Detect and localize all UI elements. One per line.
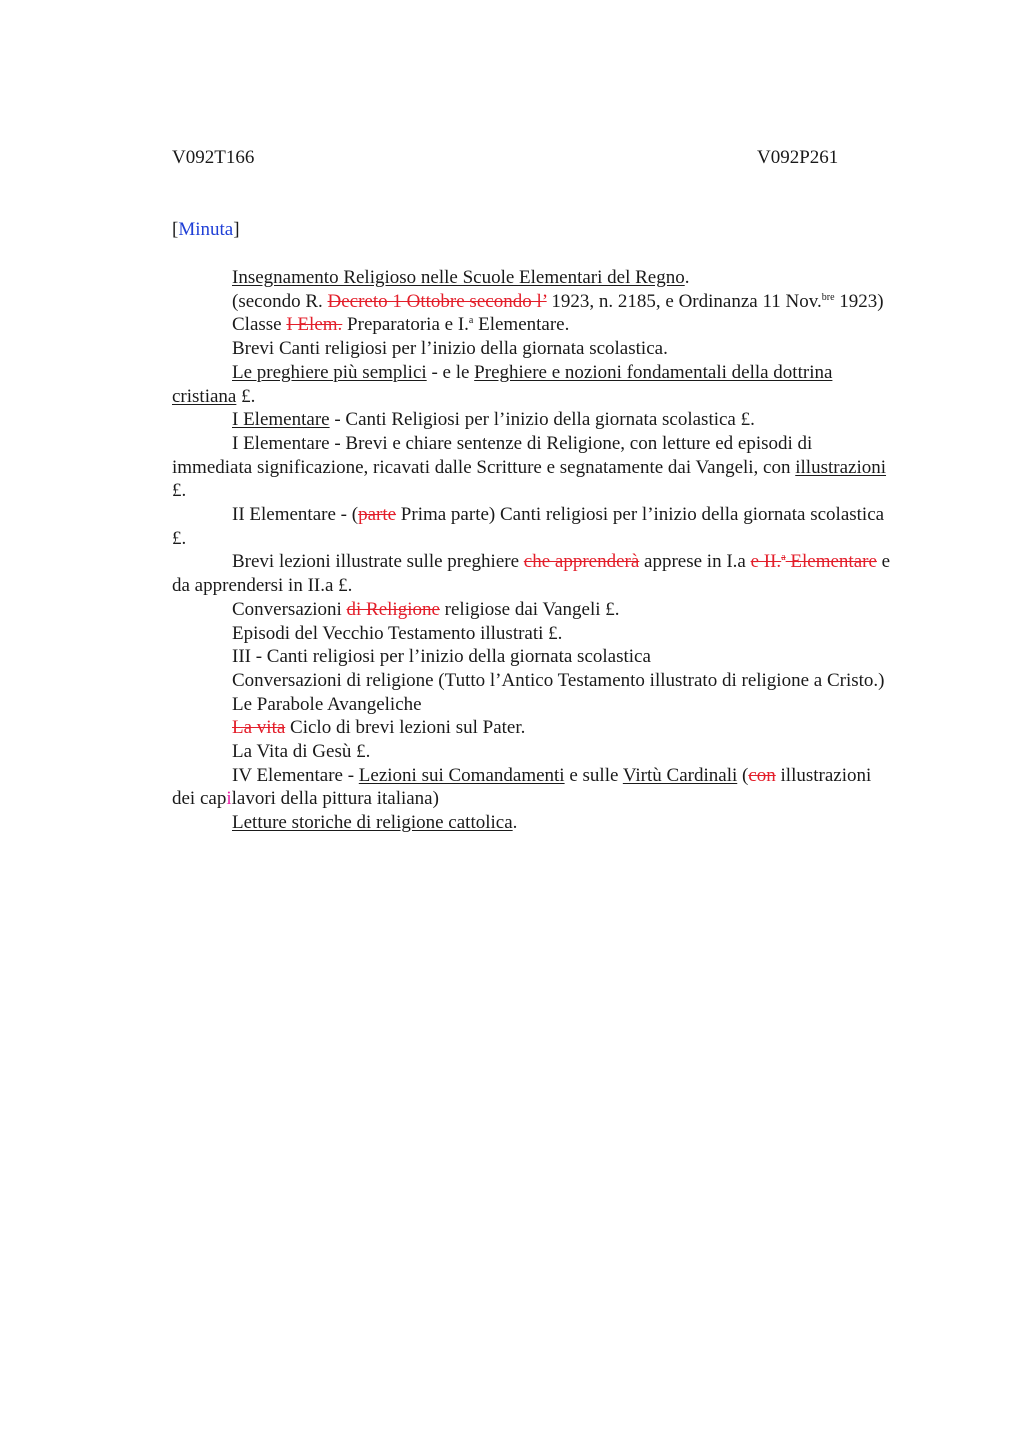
deleted-text: con [748,764,776,786]
underlined-text: Le preghiere più semplici [232,361,427,383]
text-run: II Elementare - ( [232,504,359,526]
text-run: religiose dai Vangeli £. [439,598,620,620]
superscript: a [468,315,474,327]
paragraph [172,432,897,503]
text-run: III - Canti religiosi per l’inizio della giornata scolastica [232,646,651,668]
minuta-label: Minuta [178,219,234,240]
deleted-text: parte [358,504,397,526]
page-code-right: V092P261 [757,147,839,168]
text-run: Conversazioni [232,598,347,620]
deleted-text: e II. [750,551,782,573]
title-line [172,266,897,290]
text-run: Preparatoria e I. [342,314,469,336]
text-run: Le Parabole Avangeliche [232,693,422,715]
document-body [172,266,897,835]
deleted-text: di Religione [346,598,440,620]
text-run: Conversazioni di religione (Tutto l’Antico Testamento illustrato di religione a Cristo.) [232,669,885,691]
underlined-text: illustrazioni [795,456,887,478]
text-run: £. [172,480,187,502]
text-run: (secondo R. [232,290,328,312]
deleted-text: Decreto 1 Ottobre secondo l’ [327,290,547,312]
text-run: £. [236,385,256,407]
text-run: - e le [426,361,475,383]
inserted-letter: i [226,788,232,810]
paragraph [172,337,897,361]
text-run: IV Elementare - [232,764,359,786]
text-run: Brevi lezioni illustrate sulle preghiere [232,551,524,573]
text-run: Episodi del Vecchio Testamento illustrati £. [232,622,563,644]
paragraph [172,550,897,597]
deleted-superscript: a [781,552,786,564]
paragraph [172,598,897,622]
text-run: Classe [232,314,287,336]
text-run: Prima parte) Canti religiosi per l’inizio della giornata scolastica £. [172,504,885,549]
paragraph [172,811,897,835]
text-run: - Canti Religiosi per l’inizio della giornata scolastica £. [329,409,755,431]
text-run: e da apprendersi in II.a £. [172,551,891,597]
text-run: . [512,812,518,834]
text-run: 1923) [834,290,884,312]
paragraph [172,408,897,432]
underlined-text: Virtù Cardinali [622,764,738,786]
paragraph [172,622,897,646]
text-run: Elementare. [473,314,570,336]
text-run: illustrazioni dei cap [172,764,872,810]
paragraph [172,740,897,764]
text-run: La Vita di Gesù £. [232,741,371,763]
underlined-text: Lezioni sui Comandamenti [358,764,565,786]
paragraph [172,693,897,717]
bracket-close: ] [233,219,240,240]
text-run: 1923, n. 2185, e Ordinanza 11 Nov. [546,290,822,312]
deleted-text: La vita [232,717,286,739]
deleted-text: che apprenderà [523,551,640,573]
superscript: bre [821,291,835,303]
text-run: e sulle [564,764,623,786]
text-run: . [684,267,690,288]
text-run: apprese in I.a [639,551,751,573]
underlined-text: I Elementare [232,409,330,431]
document-code-left: V092T166 [172,147,255,168]
underlined-text: Letture storiche di religione cattolica [232,812,513,834]
deleted-text: I Elem. [286,314,343,336]
text-run: lavori della pittura italiana) [231,788,439,810]
text-run: Ciclo di brevi lezioni sul Pater. [285,717,526,739]
text-run: ( [737,764,749,786]
paragraph [172,669,897,693]
paragraph [172,716,897,740]
deleted-text: Elementare [785,551,877,573]
text-run: Brevi Canti religiosi per l’inizio della giornata scolastica. [232,338,668,360]
text-run: I Elementare - Brevi e chiare sentenze di Religione, con letture ed episodi di immediata significazione, ricavati dalle Scritture e segnatamente dai Vangeli, con [172,432,813,478]
paragraph [172,764,897,811]
minuta-tag [172,218,240,242]
underlined-text: Preghiere e nozioni fondamentali della dottrina cristiana [172,361,833,407]
paragraph [172,645,897,669]
paragraph [172,503,897,550]
bracket-open: [ [172,219,179,240]
class-line [172,313,897,337]
decree-line [172,290,897,314]
title-text: Insegnamento Religioso nelle Scuole Elementari del Regno [232,267,685,288]
paragraph [172,361,897,408]
